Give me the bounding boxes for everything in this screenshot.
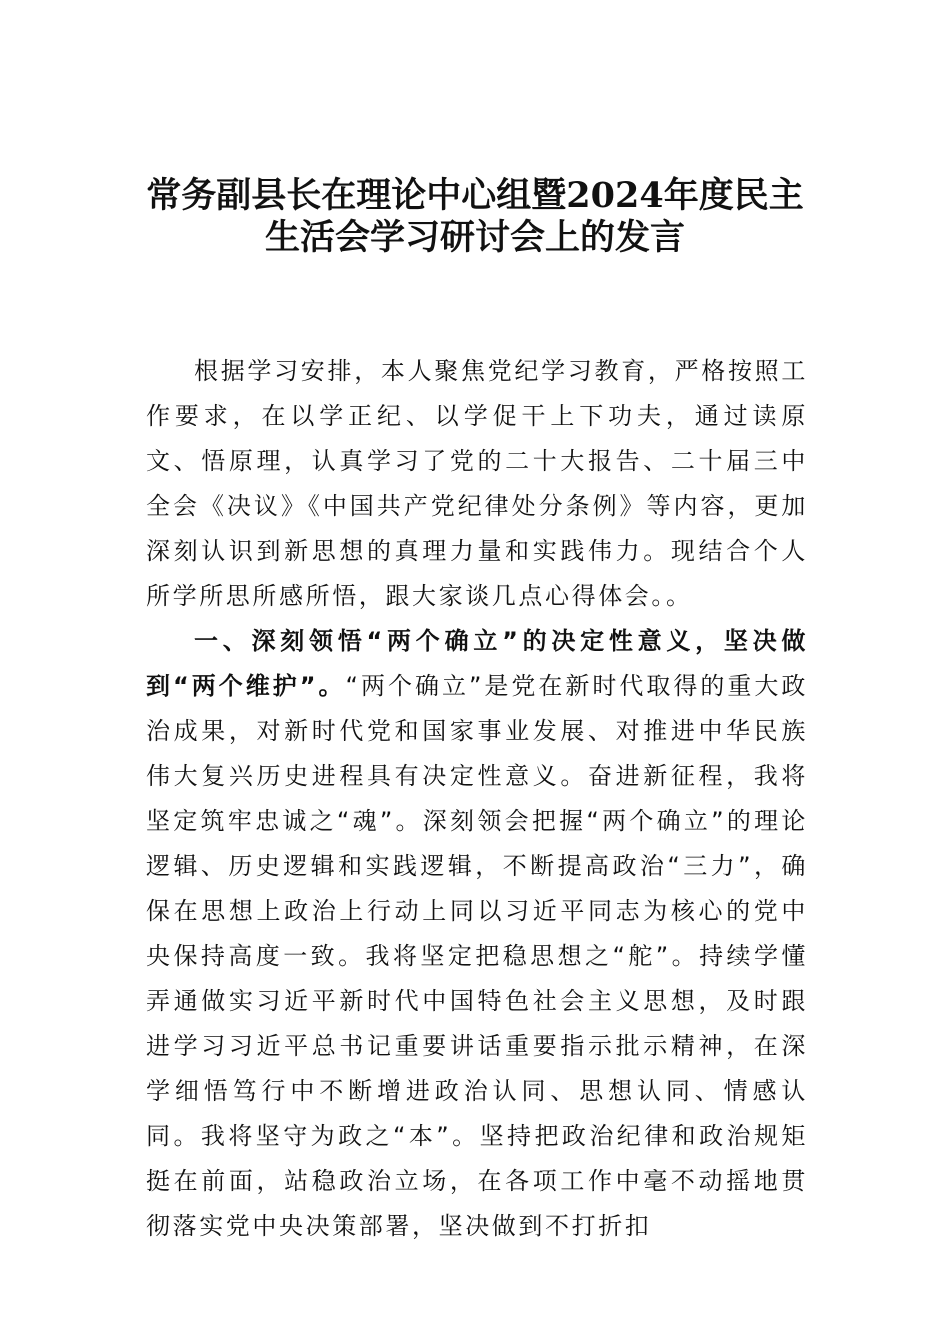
document-body [146, 349, 808, 1249]
section-1-paragraph [146, 619, 808, 1249]
section-1-heading: 一、深刻领悟“两个确立”的决定性意义，坚决做到“两个维护”。 [146, 627, 808, 700]
document-title-line-1: 常务副县长在理论中心组暨2024年度民主 [146, 175, 804, 216]
document-title-line-2: 生活会学习研讨会上的发言 [264, 217, 685, 258]
section-1-body: “两个确立”是党在新时代取得的重大政治成果，对新时代党和国家事业发展、对推进中华民族伟大复兴历史进程具有决定性意义。奋进新征程，我将坚定筑牢忠诚之“魂”。深刻领会把握“两个确立”的理论逻辑、历史逻辑和实践逻辑，不断提高政治“三力”，确保在思想上政治上行动上同以习近平同志为核心的党中央保持高度一致。我将坚定把稳思想之“舵”。持续学懂弄通做实习近平新时代中国特色社会主义思想，及时跟进学习习近平总书记重要讲话重要指示批示精神，在深学细悟笃行中不断增进政治认同、思想认同、情感认同。我将坚守为政之“本”。坚持把政治纪律和政治规矩挺在前面，站稳政治立场，在各项工作中毫不动摇地贯彻落实党中央决策部署，坚决做到不打折扣 [146, 672, 808, 1240]
intro-paragraph: 根据学习安排，本人聚焦党纪学习教育，严格按照工作要求，在以学正纪、以学促干上下功夫，通过读原文、悟原理，认真学习了党的二十大报告、二十届三中全会《决议》《中国共产党纪律处分条例》等内容，更加深刻认识到新思想的真理力量和实践伟力。现结合个人所学所思所感所悟，跟大家谈几点心得体会。。 [146, 357, 808, 610]
